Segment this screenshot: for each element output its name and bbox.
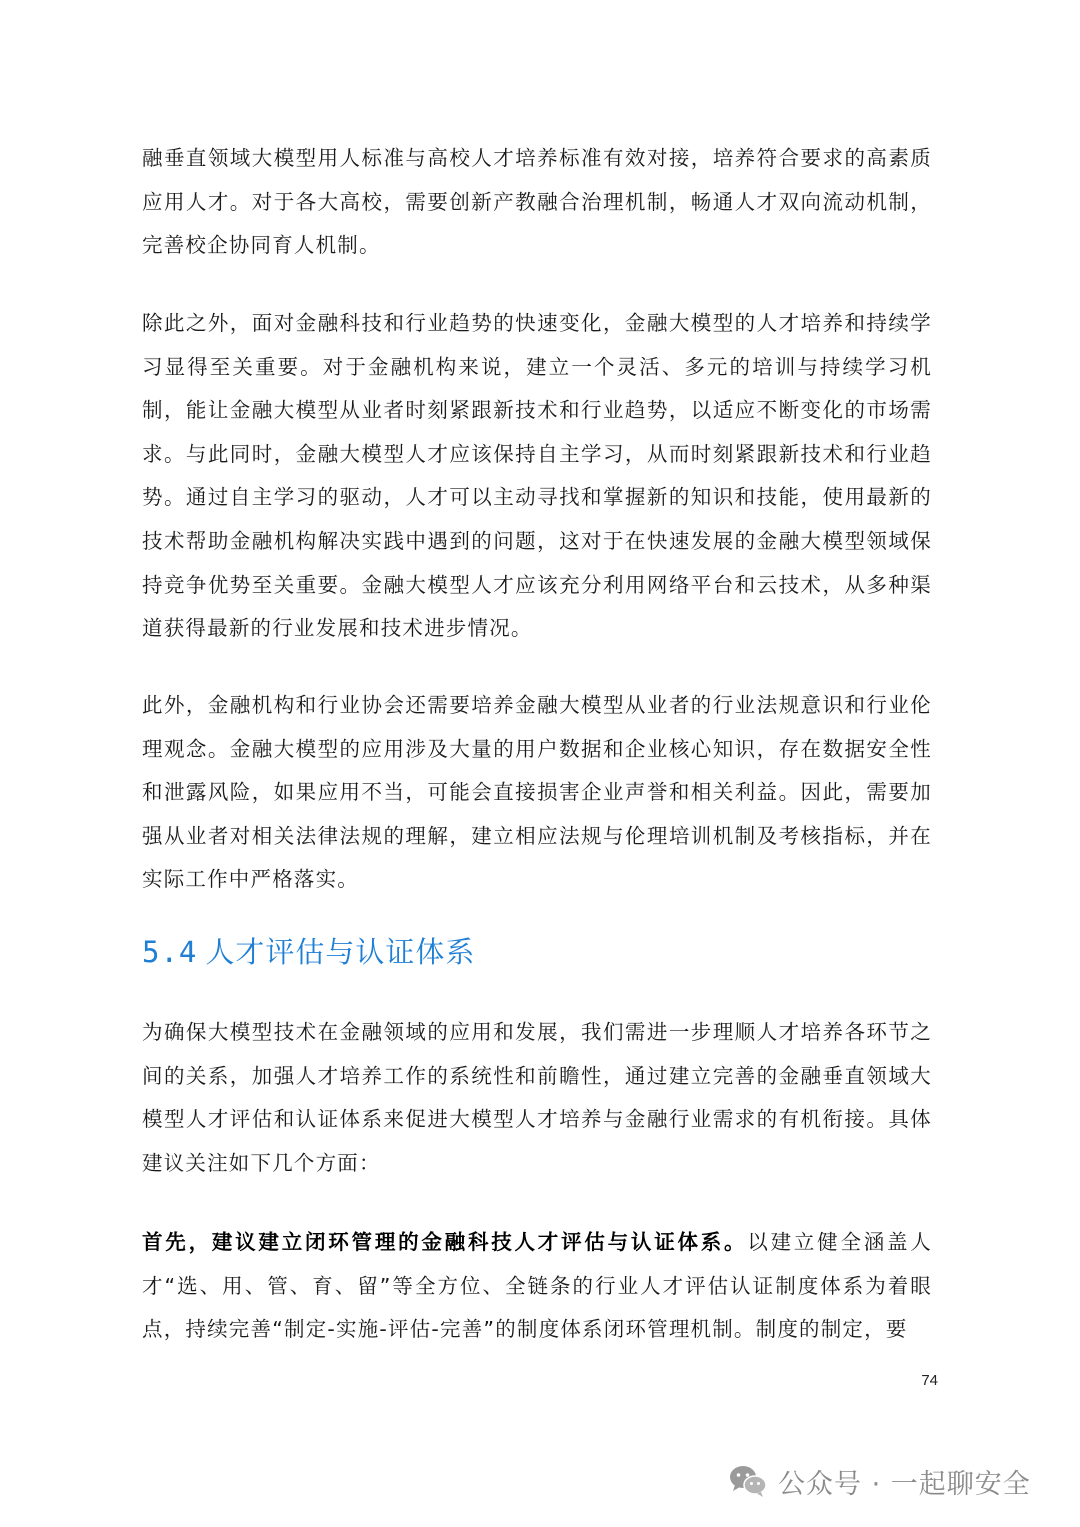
- watermark: [728, 1455, 1031, 1507]
- paragraph-lead-bold: 首先，建议建立闭环管理的金融科技人才评估与认证体系。: [142, 1230, 748, 1254]
- section-number: 5.4: [142, 935, 198, 969]
- paragraph-evaluation-intro: 为确保大模型技术在金融领域的应用和发展，我们需进一步理顺人才培养各环节之间的关系，加强人才培养工作的系统性和前瞻性，通过建立完善的金融垂直领域大模型人才评估和认证体系来促进大模型人才培养与金融行业需求的有机衔接。具体建议关注如下几个方面：: [142, 1020, 932, 1175]
- page-number: 74: [921, 1372, 938, 1389]
- section-heading: [142, 928, 475, 976]
- section-title: 人才评估与认证体系: [205, 935, 476, 969]
- paragraph-body: 以建立健全涵盖人才“选、用、管、育、留”等全方位、全链条的行业人才评估认证制度体系为着眼点，持续完善“制定-实施-评估-完善”的制度体系闭环管理机制。制度的制定，要: [142, 1230, 932, 1342]
- watermark-text: 公众号 · 一起聊安全: [778, 1468, 1031, 1500]
- paragraph-continuous-learning: 除此之外，面对金融科技和行业趋势的快速变化，金融大模型的人才培养和持续学习显得至关重要。对于金融机构来说，建立一个灵活、多元的培训与持续学习机制，能让金融大模型从业者时刻紧跟新技术和行业趋势，以适应不断变化的市场需求。与此同时，金融大模型人才应该保持自主学习，从而时刻紧跟新技术和行业趋势。通过自主学习的驱动，人才可以主动寻找和掌握新的知识和技能，使用最新的技术帮助金融机构解决实践中遇到的问题，这对于在快速发展的金融大模型领域保持竞争优势至关重要。金融大模型人才应该充分利用网络平台和云技术，从多种渠道获得最新的行业发展和技术进步情况。: [142, 311, 932, 641]
- wechat-icon: [728, 1464, 768, 1498]
- paragraph-regulation-ethics: 此外，金融机构和行业协会还需要培养金融大模型从业者的行业法规意识和行业伦理观念。金融大模型的应用涉及大量的用户数据和企业核心知识，存在数据安全性和泄露风险，如果应用不当，可能会直接损害企业声誉和相关利益。因此，需要加强从业者对相关法律法规的理解，建立相应法规与伦理培训机制及考核指标，并在实际工作中严格落实。: [142, 693, 932, 892]
- paragraph-talent-standards: 融垂直领域大模型用人标准与高校人才培养标准有效对接，培养符合要求的高素质应用人才。对于各大高校，需要创新产教融合治理机制，畅通人才双向流动机制，完善校企协同育人机制。: [142, 146, 932, 258]
- paragraph-closed-loop: [142, 1221, 932, 1352]
